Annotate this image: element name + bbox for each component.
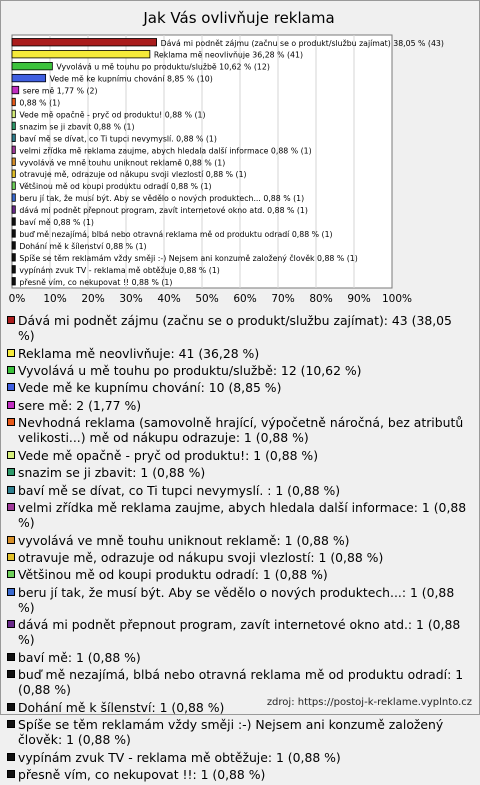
bar-label: Většinou mě od koupi produktu odradí 0,88 % (1)	[19, 182, 212, 192]
legend-swatch	[7, 570, 15, 578]
legend-item	[6, 750, 472, 765]
legend-item	[6, 585, 472, 615]
x-tick-label: 40%	[157, 293, 181, 305]
legend-label: baví mě se dívat, co Ti tupci nevymyslí. : 1 (0,88 %)	[18, 482, 341, 498]
legend-label: Nevhodná reklama (samovolně hrající, výpočetně náročná, bez atributů velikosti...) mě od nákupu odrazuje: 1 (0,88 %)	[18, 415, 464, 446]
legend-label: přesně vím, co nekupovat !!: 1 (0,88 %)	[18, 767, 266, 783]
legend-label: dává mi podnět přepnout program, zavít internetové okno atd.: 1 (0,88 %)	[18, 617, 461, 648]
bar-label: dává mi podnět přepnout program, zavít internetové okno atd. 0,88 % (1)	[19, 206, 308, 216]
x-tick-label: 90%	[347, 293, 371, 305]
legend-item	[6, 767, 472, 782]
bar	[12, 146, 15, 153]
legend-swatch	[7, 653, 15, 661]
x-tick-label: 50%	[195, 293, 219, 305]
bar	[12, 74, 46, 81]
legend-item	[6, 448, 472, 463]
x-tick-label: 10%	[43, 293, 67, 305]
legend-label: Většinou mě od koupi produktu odradí: 1 (0,88 %)	[18, 567, 328, 583]
bar-label: baví mě se dívat, co Ti tupci nevymyslí. 0,88 % (1)	[19, 134, 217, 144]
bar-label: beru jí tak, že musí být. Aby se vědělo o nových produktech... 0,88 % (1)	[19, 194, 305, 204]
legend-label: snazim se ji zbavit: 1 (0,88 %)	[18, 465, 206, 481]
bar	[12, 182, 15, 189]
legend-label: otravuje mě, odrazuje od nákupu svoji vlezlostí: 1 (0,88 %)	[18, 549, 384, 565]
bar-label: vyvolává ve mně touhu uniknout reklamě 0,88 % (1)	[19, 158, 226, 168]
x-tick-label: 20%	[81, 293, 105, 305]
bar	[12, 110, 15, 117]
legend-item	[6, 567, 472, 582]
x-tick-label: 70%	[271, 293, 295, 305]
bar-label: Vede mě opačně - pryč od produktu! 0,88 % (1)	[19, 110, 206, 120]
bar	[12, 242, 15, 249]
bar	[12, 50, 150, 57]
legend-item	[6, 533, 472, 548]
legend-swatch	[7, 670, 15, 678]
legend-swatch	[7, 503, 15, 511]
legend-item	[6, 667, 472, 697]
legend-label: sere mě: 2 (1,77 %)	[18, 397, 142, 413]
bar	[12, 122, 15, 129]
bar-chart	[0, 0, 480, 310]
x-tick-label: 60%	[233, 293, 257, 305]
bar-label: vypínám zvuk TV - reklama mě obtěžuje 0,88 % (1)	[19, 265, 220, 275]
legend-item	[6, 313, 472, 343]
legend-swatch	[7, 366, 15, 374]
legend-swatch	[7, 753, 15, 761]
legend-label: Vede mě opačně - pryč od produktu!: 1 (0,88 %)	[18, 447, 319, 463]
x-tick-label: 80%	[309, 293, 333, 305]
bar-label: Reklama mě neovlivňuje 36,28 % (41)	[153, 50, 304, 60]
legend-swatch	[7, 536, 15, 544]
legend-swatch	[7, 383, 15, 391]
legend-item	[6, 550, 472, 565]
legend-swatch	[7, 703, 15, 711]
legend-swatch	[7, 588, 15, 596]
bar-label: buď mě nezajímá, blbá nebo otravná reklama mě od produktu odradí 0,88 % (1)	[19, 229, 333, 239]
legend-label: Vede mě ke kupnímu chování: 10 (8,85 %)	[18, 380, 282, 396]
legend-label: vypínám zvuk TV - reklama mě obtěžuje: 1 (0,88 %)	[18, 749, 341, 765]
x-tick-label: 100%	[381, 293, 413, 305]
x-tick-label: 30%	[119, 293, 143, 305]
bar	[12, 98, 15, 105]
chart-legend	[6, 313, 472, 785]
legend-item	[6, 363, 472, 378]
bar-label: Dohání mě k šílenství 0,88 % (1)	[19, 241, 147, 251]
legend-label: Spíše se těm reklamám vždy směji :-) Nejsem ani konzumě založený člověk: 1 (0,88 %)	[18, 717, 444, 748]
legend-label: buď mě nezajímá, blbá nebo otravná reklama mě od produktu odradí: 1 (0,88 %)	[18, 667, 464, 698]
bar-label: snazim se ji zbavit 0,88 % (1)	[19, 122, 135, 132]
legend-swatch	[7, 468, 15, 476]
legend-label: baví mě: 1 (0,88 %)	[18, 649, 141, 665]
bar	[12, 206, 15, 213]
bar-label: Dává mi podnět zájmu (začnu se o produkt/službu zajímat) 38,05 % (43)	[160, 38, 444, 48]
legend-label: beru jí tak, že musí být. Aby se vědělo o nových produktech...: 1 (0,88 %)	[18, 584, 455, 615]
legend-label: Dává mi podnět zájmu (začnu se o produkt/službu zajímat): 43 (38,05 %)	[18, 313, 452, 344]
legend-label: Vyvolává u mě touhu po produktu/službě: 12 (10,62 %)	[18, 362, 362, 378]
bar	[12, 134, 15, 141]
legend-item	[6, 483, 472, 498]
bar-label: sere mě 1,77 % (2)	[22, 86, 98, 96]
legend-item	[6, 500, 472, 530]
legend-swatch	[7, 316, 15, 324]
legend-swatch	[7, 486, 15, 494]
bar	[12, 86, 19, 93]
legend-swatch	[7, 770, 15, 778]
legend-swatch	[7, 553, 15, 561]
legend-label: Dohání mě k šílenství: 1 (0,88 %)	[18, 699, 225, 715]
legend-swatch	[7, 418, 15, 426]
legend-item	[6, 717, 472, 747]
legend-item	[6, 650, 472, 665]
legend-swatch	[7, 401, 15, 409]
bar	[12, 194, 15, 201]
legend-swatch	[7, 620, 15, 628]
bar-label: 0,88 % (1)	[19, 98, 61, 108]
source-note: zdroj: https://postoj-k-reklame.vyplnto.cz	[266, 697, 472, 708]
legend-item	[6, 465, 472, 480]
bar	[12, 278, 15, 285]
bar-label: přesně vím, co nekupovat !! 0,88 % (1)	[19, 277, 173, 287]
legend-item	[6, 415, 472, 445]
legend-swatch	[7, 720, 15, 728]
legend-label: velmi zřídka mě reklama zaujme, abych hledala další informace: 1 (0,88 %)	[18, 499, 467, 531]
legend-item	[6, 617, 472, 647]
bar	[12, 218, 15, 225]
bar-label: otravuje mě, odrazuje od nákupu svoji vlezlostí 0,88 % (1)	[19, 170, 247, 180]
bar-label: velmi zřídka mě reklama zaujme, abych hledala další informace 0,88 % (1)	[19, 146, 312, 156]
bar	[12, 62, 52, 69]
legend-swatch	[7, 349, 15, 357]
bar	[12, 266, 15, 273]
bar	[12, 170, 15, 177]
legend-item	[6, 398, 472, 413]
bar-label: Spíše se těm reklamám vždy směji :-) Nejsem ani konzumě založený člověk 0,88 % (1)	[19, 253, 358, 263]
bar	[12, 254, 15, 261]
x-tick-label: 0%	[8, 293, 26, 305]
bar-label: baví mě 0,88 % (1)	[19, 218, 94, 228]
bar-label: Vyvolává u mě touhu po produktu/službě 10,62 % (12)	[56, 62, 270, 72]
chart-title: Jak Vás ovlivňuje reklama	[143, 9, 335, 27]
legend-label: vyvolává ve mně touhu uniknout reklamě: 1 (0,88 %)	[18, 532, 350, 548]
bar-label: Vede mě ke kupnímu chování 8,85 % (10)	[49, 74, 213, 84]
legend-label: Reklama mě neovlivňuje: 41 (36,28 %)	[18, 345, 260, 361]
legend-item	[6, 380, 472, 395]
bar	[12, 39, 157, 46]
legend-swatch	[7, 451, 15, 459]
bar	[12, 230, 15, 237]
legend-item	[6, 346, 472, 361]
bar	[12, 158, 15, 165]
